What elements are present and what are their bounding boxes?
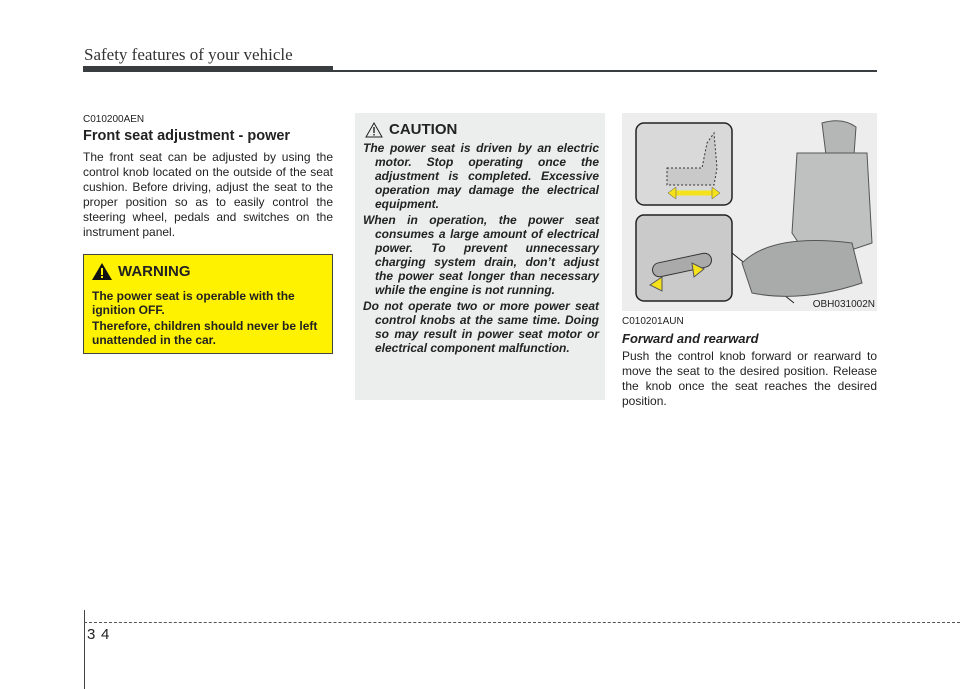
warning-box <box>83 254 333 354</box>
section-body: The front seat can be adjusted by using the control knob located on the outside of the seat cushion. Before driving, adjust the seat to the proper position so as to easily control the steering wheel, pedals and switches on the instrument panel. <box>83 150 333 239</box>
caution-icon <box>365 122 383 138</box>
caution-box <box>355 113 605 400</box>
footer-dashed-rule <box>84 622 960 623</box>
caution-item: When in operation, the power seat consumes a large amount of electrical power. To prevent unnecessary charging system drain, don’t adjust the power seat longer than necessary while the engine is not running. <box>363 213 599 297</box>
subsection-code: C010201AUN <box>622 316 684 327</box>
header-bar <box>83 66 333 72</box>
caution-heading: CAUTION <box>389 121 458 138</box>
page-number: 4 <box>101 626 110 643</box>
header-rule <box>333 70 877 72</box>
chapter-number: 3 <box>87 626 96 643</box>
figure-caption: OBH031002N <box>812 299 875 310</box>
seat-illustration <box>622 113 877 311</box>
power-seat-image <box>622 113 877 311</box>
section-code: C010200AEN <box>83 114 145 125</box>
section-header: Safety features of your vehicle <box>84 45 293 64</box>
warning-heading: WARNING <box>118 263 191 280</box>
subsection-body: Push the control knob forward or rearward to move the seat to the desired position. Release the knob once the seat reaches the desired position. <box>622 349 877 408</box>
subsection-title: Forward and rearward <box>622 331 759 346</box>
warning-text-1: The power seat is operable with the ignition OFF. <box>92 289 295 317</box>
warning-icon <box>92 263 112 280</box>
warning-text-2: Therefore, children should never be left unattended in the car. <box>92 319 318 347</box>
section-title: Front seat adjustment - power <box>83 128 291 144</box>
caution-item: The power seat is driven by an electric motor. Stop operating once the adjustment is completed. Excessive operation may damage the electrical equipment. <box>363 141 599 211</box>
caution-item: Do not operate two or more power seat control knobs at the same time. Doing so may result in power seat motor or electrical component malfunction. <box>363 299 599 355</box>
